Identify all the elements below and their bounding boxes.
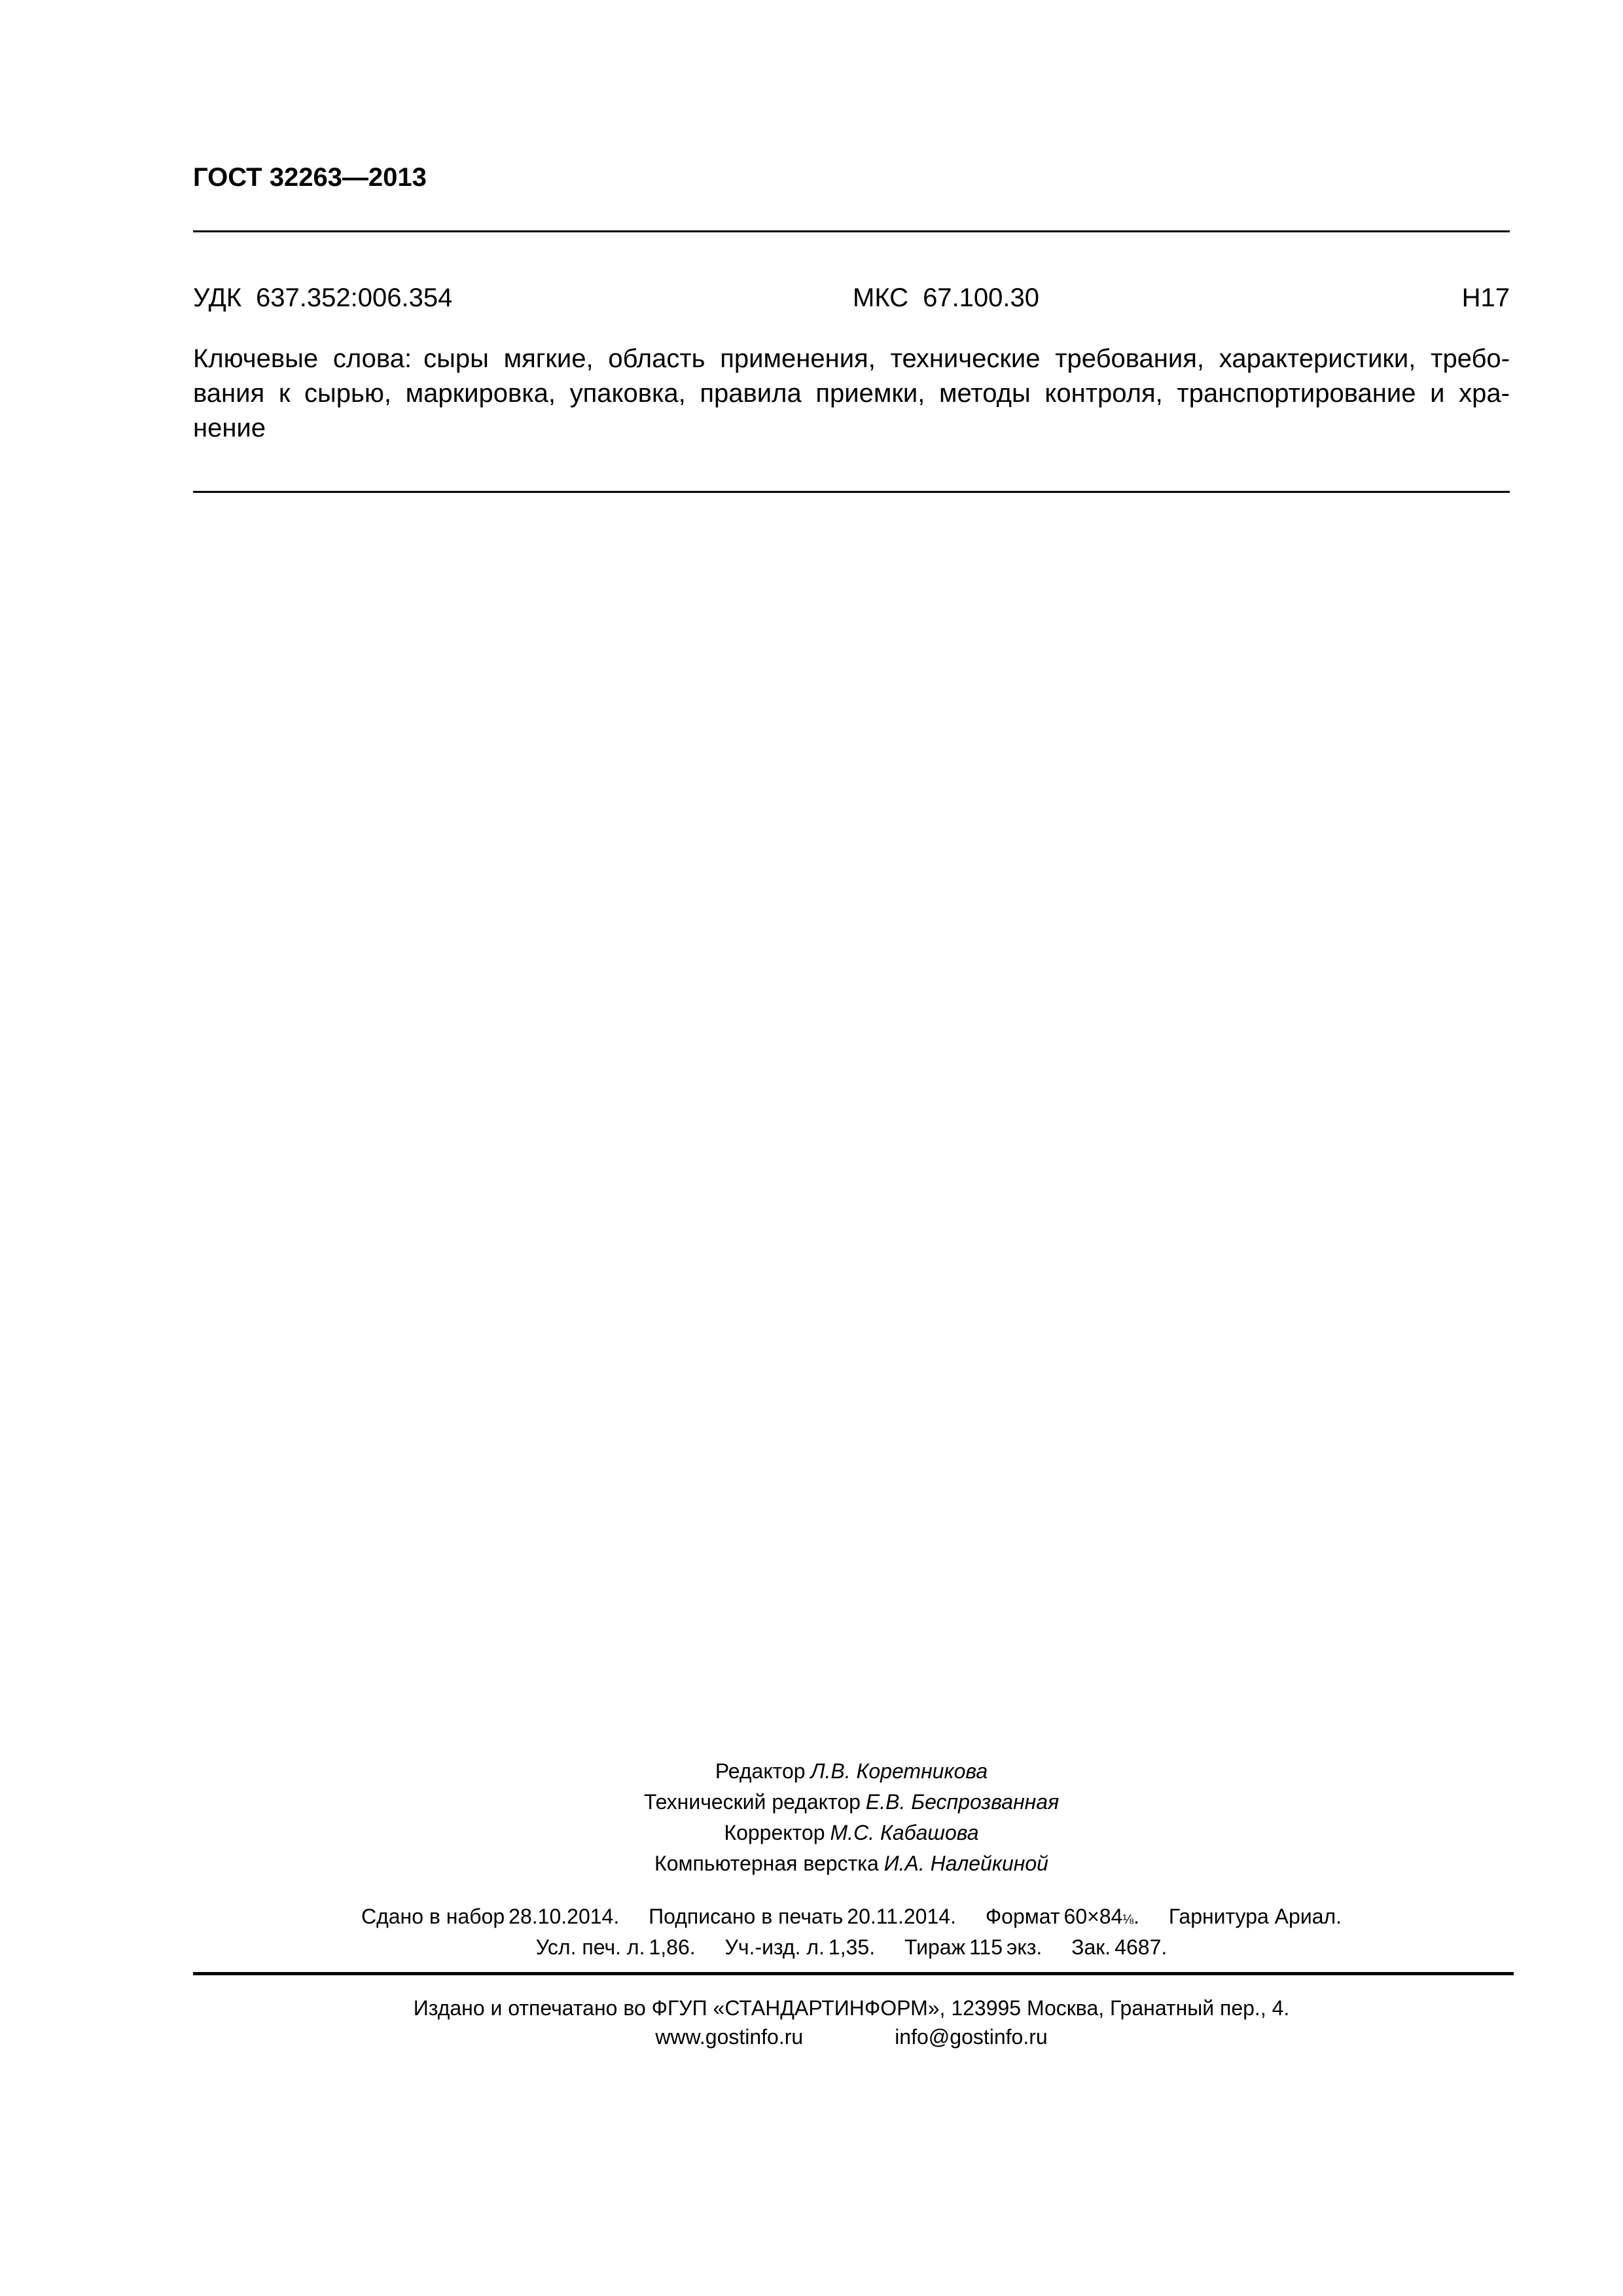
run-unit: экз. <box>1007 1935 1043 1959</box>
run-value: 115 <box>969 1935 1003 1959</box>
udk-code <box>193 280 452 315</box>
pub-sheets-value: 1,35. <box>828 1935 876 1959</box>
credit-role: Корректор <box>724 1821 825 1844</box>
credits-block <box>193 1756 1510 1879</box>
paper-format: Формат 60×84⅛. <box>985 1905 1139 1928</box>
credit-proofreader <box>193 1818 1510 1848</box>
category-code: Н17 <box>1461 283 1510 312</box>
credit-layout <box>193 1848 1510 1879</box>
format-label: Формат <box>985 1905 1060 1928</box>
format-value: 60×84 <box>1063 1905 1123 1928</box>
sent-label: Сдано в набор <box>361 1905 505 1928</box>
format-fraction: ⅛ <box>1122 1912 1134 1927</box>
publisher-links <box>193 2022 1510 2051</box>
signed-label: Подписано в печать <box>649 1905 844 1928</box>
email-link[interactable]: info@gostinfo.ru <box>895 2025 1048 2049</box>
keywords-block <box>193 342 1510 446</box>
keywords-line-1 <box>193 342 1510 376</box>
print-info-line-2 <box>193 1933 1510 1961</box>
credit-role: Компьютерная верстка <box>654 1852 879 1875</box>
publication-sheets <box>725 1933 876 1961</box>
order-value: 4687. <box>1115 1935 1168 1959</box>
sheets-label: Усл. печ. л. <box>535 1935 645 1959</box>
website-link[interactable]: www.gostinfo.ru <box>655 2025 804 2049</box>
keywords-line-3: нение <box>193 414 266 442</box>
middle-divider <box>193 491 1510 493</box>
document-title: ГОСТ 32263—2013 <box>193 163 427 192</box>
mks-label: МКС <box>853 283 909 312</box>
sheets-value: 1,86. <box>649 1935 696 1959</box>
publisher-line: Издано и отпечатано во ФГУП «СТАНДАРТИНФОРМ», 123995 Москва, Гранатный пер., 4. <box>413 1996 1290 2020</box>
credit-name: Е.В. Беспрозванная <box>865 1790 1060 1814</box>
sent-to-print <box>361 1903 619 1930</box>
credit-name: Л.В. Коретникова <box>810 1759 988 1783</box>
order-label: Зак. <box>1071 1935 1111 1959</box>
top-divider <box>193 230 1510 232</box>
signed-for-print <box>649 1903 956 1930</box>
udk-label: УДК <box>193 283 242 312</box>
credit-role: Редактор <box>715 1759 806 1783</box>
classification-row <box>193 280 1510 315</box>
printed-sheets <box>536 1933 696 1961</box>
keywords-label: Ключевые слова: <box>193 344 412 373</box>
keywords-line-2: вания к сырью, маркировка, упаковка, правила приемки, методы контроля, транспортирование и хра- <box>193 379 1510 408</box>
print-info-line-1 <box>193 1903 1510 1933</box>
order-number <box>1071 1933 1167 1961</box>
print-run <box>904 1933 1042 1961</box>
keywords-text-1: сыры мягкие, область применения, технические требования, характеристики, требо- <box>423 344 1510 373</box>
credit-editor <box>193 1756 1510 1787</box>
credit-name: И.А. Налейкиной <box>883 1852 1048 1875</box>
publisher-block <box>193 1994 1510 2051</box>
udk-value: 637.352:006.354 <box>256 283 453 312</box>
print-info-block <box>193 1903 1510 1961</box>
run-label: Тираж <box>904 1935 965 1959</box>
mks-value: 67.100.30 <box>923 283 1040 312</box>
signed-date: 20.11.2014. <box>847 1905 956 1928</box>
credit-role: Технический редактор <box>643 1790 861 1814</box>
pub-sheets-label: Уч.-изд. л. <box>724 1935 825 1959</box>
sent-date: 28.10.2014. <box>508 1905 620 1928</box>
typeface: Гарнитура Ариал. <box>1168 1905 1342 1928</box>
credit-name: М.С. Кабашова <box>830 1821 979 1844</box>
mks-code <box>853 280 1039 315</box>
bottom-divider <box>193 1972 1514 1975</box>
credit-technical-editor <box>193 1787 1510 1818</box>
